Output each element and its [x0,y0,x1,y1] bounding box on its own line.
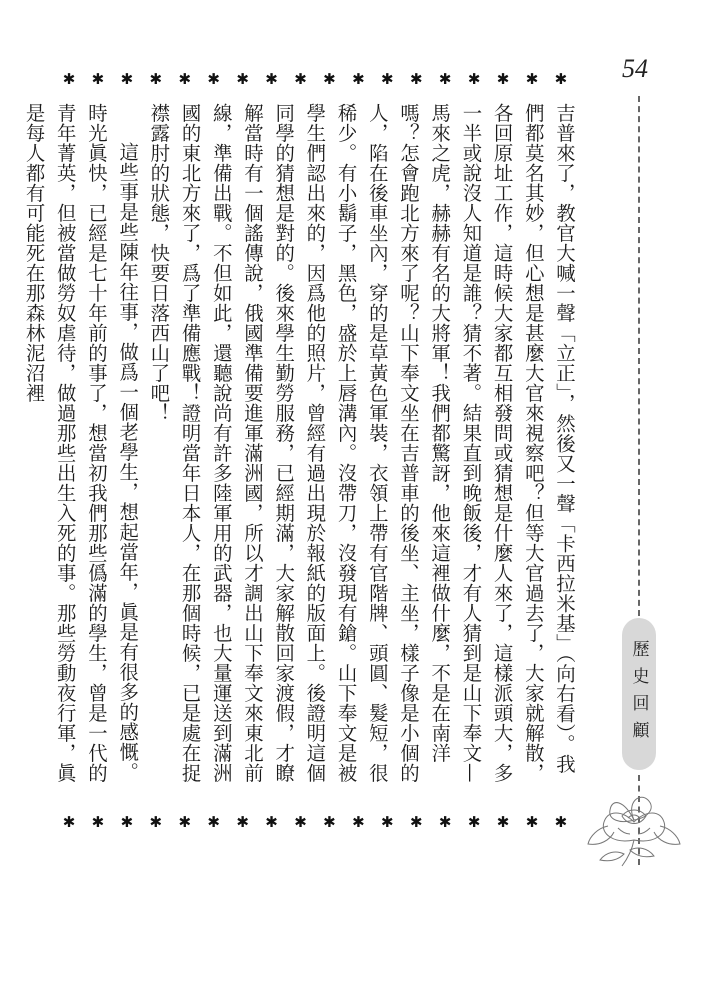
ornament-star: ✱ [149,813,163,831]
page-number: 54 [622,54,648,83]
bottom-ornament-border [58,812,572,832]
ornament-star: ✱ [381,813,394,831]
ornament-star: ✱ [265,70,278,88]
body-text [22,103,580,793]
ornament-star: ✱ [438,813,452,831]
ornament-star: ✱ [438,70,452,88]
ornament-star: ✱ [294,70,307,88]
ornament-star: ✱ [467,70,481,88]
ornament-star: ✱ [525,813,539,831]
ornament-star: ✱ [294,813,307,831]
ornament-star: ✱ [409,70,423,88]
ornament-star: ✱ [178,813,192,831]
ornament-star: ✱ [149,70,163,88]
ornament-star: ✱ [323,70,336,88]
section-tab [622,618,656,770]
ornament-star: ✱ [120,813,134,831]
ornament-star: ✱ [91,813,105,831]
ornament-star: ✱ [352,70,365,88]
ornament-star: ✱ [178,70,192,88]
peony-flower-illustration [578,770,690,870]
ornament-star: ✱ [323,813,336,831]
ornament-star: ✱ [207,70,220,88]
paragraph-2: 這些事是些陳年往事，做爲一個老學生，想起當年，眞是有很多的感慨。時光眞快，已經是七十年前的事了，想當初我們那些僞滿的學生，曾是一代的青年菁英，但被當做勞奴虐待，做過那些出生入死的事。那些勞動夜行軍，眞是每人都有可能死在那森林泥沼裡 [22,103,140,783]
ornament-star: ✱ [91,70,105,88]
ornament-star: ✱ [554,813,568,831]
ornament-star: ✱ [467,813,481,831]
ornament-star: ✱ [554,70,568,88]
ornament-star: ✱ [236,70,249,88]
ornament-star: ✱ [352,813,365,831]
side-dashed-rule [638,96,640,616]
top-ornament-border [58,69,572,89]
ornament-star: ✱ [525,70,539,88]
ornament-star: ✱ [496,813,510,831]
ornament-star: ✱ [120,70,134,88]
ornament-star: ✱ [62,813,76,831]
paragraph-1: 吉普來了，教官大喊一聲「立正」，然後又一聲「卡西拉米基」（向右看）。我們都莫名其妙，但心想是甚麼大官來視察吧？但等大官過去了，大家就解散，各回原址工作，這時候大家都互相發問或猜想是什麼人來了，這樣派頭大，多一半或說沒人知道是誰？猜不著。結果直到晚飯後，才有人猜到是山下奉文—馬來之虎，赫赫有名的大將軍！我們都驚訝，他來這裡做什麼，不是在南洋嗎？怎會跑北方來了呢？山下奉文坐在吉普車的後坐、主坐，樣子像是小個的人，陷在後車坐內，穿的是草黃色軍裝，衣領上帶有官階牌、頭圓、髮短，很稀少。有小鬍子，黑色，盛於上唇溝內。沒帶刀，沒發現有鎗。山下奉文是被學生們認出來的，因爲他的照片，曾經有過出現於報紙的版面上。後證明這個同學的猜想是對的。後來學生勤勞服務，已經期滿，大家解散回家渡假，才瞭解當時有一個謠傳說，俄國準備要進軍滿洲國，所以才調出山下奉文來東北前線，準備出戰。不但如此，還聽說尚有許多陸軍用的武器，也大量運送到滿洲國的東北方來了，爲了準備應戰！證明當年日本人，在那個時候，已是處在捉襟露肘的狀態，快要日落西山了吧！ [147,103,576,783]
ornament-star: ✱ [265,813,278,831]
section-tab-label: 歷史回顧 [628,640,649,748]
ornament-star: ✱ [236,813,249,831]
ornament-star: ✱ [496,70,510,88]
ornament-star: ✱ [381,70,394,88]
ornament-star: ✱ [62,70,76,88]
ornament-star: ✱ [409,813,423,831]
ornament-star: ✱ [207,813,220,831]
